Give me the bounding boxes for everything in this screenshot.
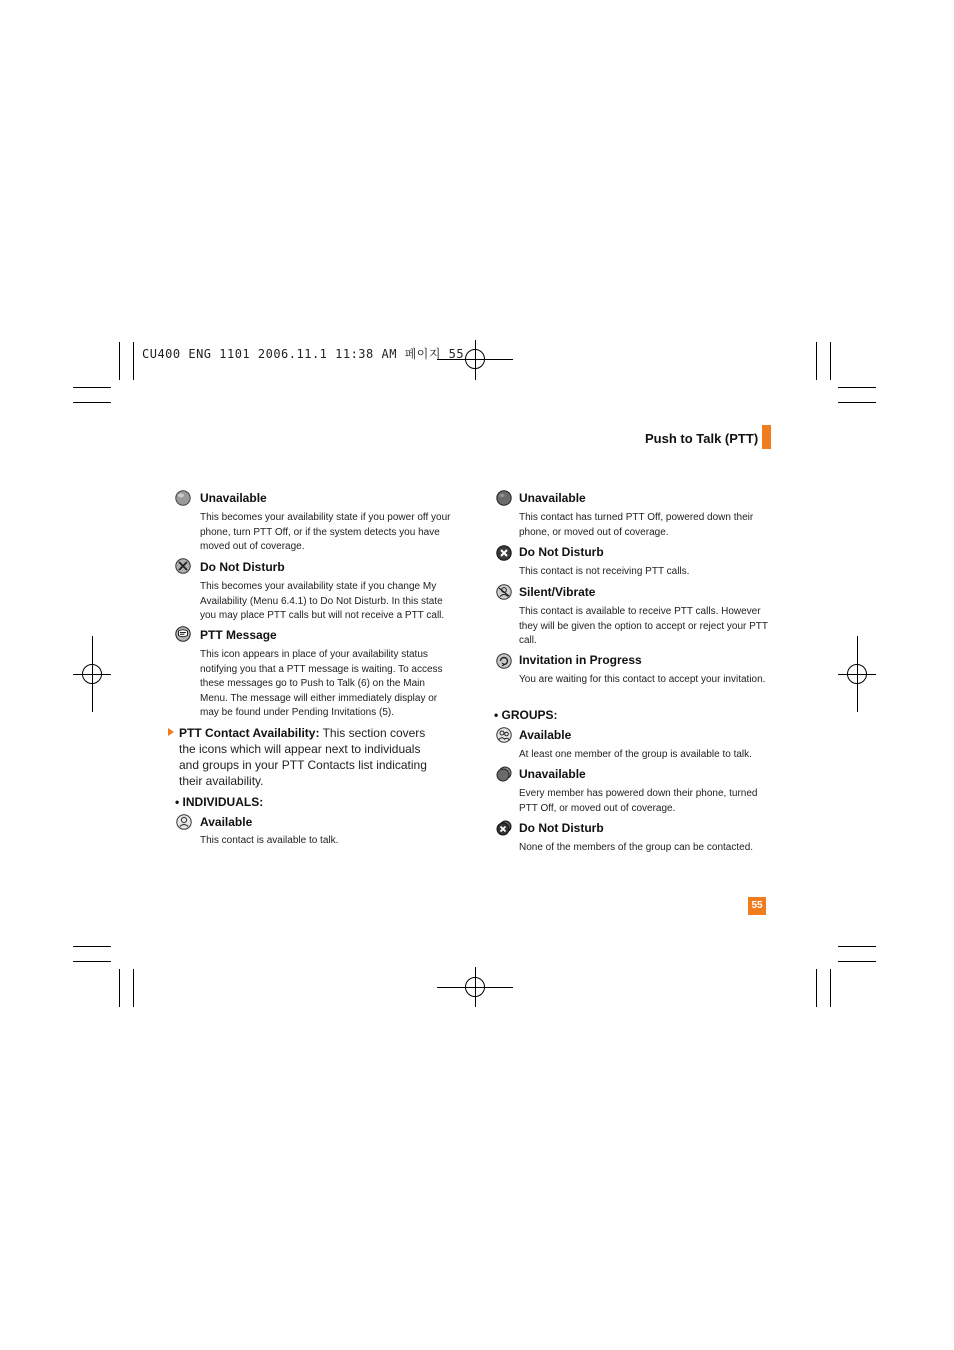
crop-mark — [816, 342, 817, 380]
entry-description: None of the members of the group can be contacted. — [519, 842, 754, 853]
entry-description: This contact is not receiving PTT calls. — [519, 566, 690, 577]
crop-mark — [830, 969, 831, 1007]
gray-circle-icon — [175, 490, 191, 506]
group-available-icon — [496, 727, 512, 743]
group-unavailable-icon — [496, 766, 512, 782]
invitation-icon — [496, 653, 512, 669]
entry-description: This contact is available to talk. — [200, 835, 339, 846]
crop-mark — [73, 961, 111, 962]
crop-mark — [830, 342, 831, 380]
entry-description: This icon appears in place of your availability status notifying you that a PTT message is waiting. To access these messages go to Push to Talk (6) on the Main Menu. The message will either immediately display or may be found under Pending Invitations (5). — [200, 649, 443, 719]
entry-title: Silent/Vibrate — [519, 585, 596, 599]
page-header-title: Push to Talk (PTT) — [645, 431, 759, 446]
entry-title: Do Not Disturb — [200, 560, 285, 574]
header-accent-tab — [762, 425, 771, 449]
availability-lead: PTT Contact Availability: — [179, 726, 320, 740]
entry-title: Available — [200, 815, 253, 829]
crop-mark — [73, 387, 111, 388]
entry-title: Invitation in Progress — [519, 653, 642, 667]
dark-circle-icon — [496, 490, 512, 506]
individuals-label: • INDIVIDUALS: — [175, 795, 264, 809]
crop-mark — [816, 969, 817, 1007]
entry-description: This contact is available to receive PTT calls. However they will be given the option to accept or reject your PTT call. — [519, 606, 768, 647]
entry-title: Unavailable — [519, 491, 586, 505]
entry-description: This becomes your availability state if you change My Availability (Menu 6.4.1) to Do Not Disturb. In this state you may place PTT calls but will not receive a PTT call. — [200, 581, 445, 622]
vibrate-icon — [496, 584, 512, 600]
crop-mark — [838, 961, 876, 962]
availability-paragraph — [179, 725, 441, 789]
availability-text: This section covers the icons which will appear next to individuals and groups in your PTT Contacts list indicating their availability. — [179, 726, 427, 788]
print-slug: CU400 ENG 1101 2006.11.1 11:38 AM 페이지 55 — [142, 347, 465, 361]
message-icon — [175, 626, 191, 642]
entry-title: Do Not Disturb — [519, 545, 604, 559]
crop-mark — [119, 342, 120, 380]
groups-label: • GROUPS: — [494, 708, 558, 722]
entry-description: You are waiting for this contact to accept your invitation. — [519, 674, 766, 685]
crop-mark — [133, 969, 134, 1007]
x-circle-icon — [496, 545, 512, 561]
crop-mark — [119, 969, 120, 1007]
page-number: 55 — [748, 897, 766, 915]
crop-mark — [73, 946, 111, 947]
entry-title: Available — [519, 728, 572, 742]
entry-title: Unavailable — [200, 491, 267, 505]
entry-title: Do Not Disturb — [519, 821, 604, 835]
smiley-icon — [176, 814, 192, 830]
group-dnd-icon — [496, 820, 512, 836]
crop-mark — [838, 387, 876, 388]
crossed-circle-icon — [175, 558, 191, 574]
crop-mark — [133, 342, 134, 380]
entry-title: Unavailable — [519, 767, 586, 781]
entry-description: This contact has turned PTT Off, powered down their phone, or moved out of coverage. — [519, 512, 754, 538]
entry-description: Every member has powered down their phone, turned PTT Off, or moved out of coverage. — [519, 788, 758, 814]
crop-mark — [73, 402, 111, 403]
crop-mark — [838, 402, 876, 403]
entry-title: PTT Message — [200, 628, 277, 642]
bullet-arrow-icon — [168, 728, 174, 736]
crop-mark — [838, 946, 876, 947]
entry-description: At least one member of the group is available to talk. — [519, 749, 752, 760]
entry-description: This becomes your availability state if you power off your phone, turn PTT Off, or if the system detects you have moved out of coverage. — [200, 512, 451, 553]
